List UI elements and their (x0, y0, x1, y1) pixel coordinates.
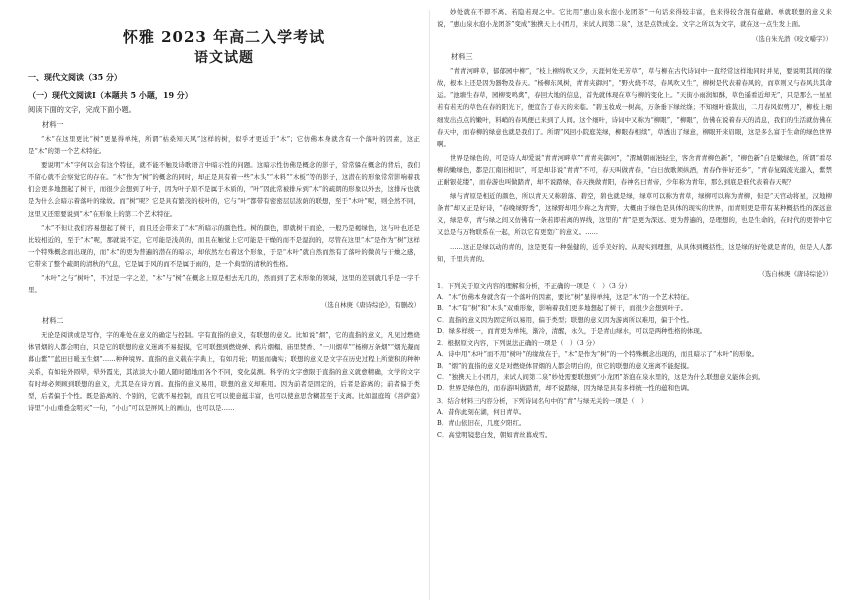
question-stem: 1．下列关于原文内容的理解和分析，不正确的一项是（ ）（3 分） (437, 281, 631, 290)
right-column (437, 0, 832, 608)
instruction: 阅读下面的文字，完成下面小题。 (28, 105, 136, 114)
material2-source: （选自朱光潜《咬文嚼字》） (752, 35, 832, 44)
question-option: C．高堂明镜悲白发，朝如青丝暮成雪。 (437, 430, 552, 439)
material3-paragraph: “青青河畔草，郁郁园中柳”，“枝上柳绵吹又少，天涯何处无芳草”，草与柳在古代诗词中一直经常这样地同时并见，要说明其间的缘故，根本上还是因为器物及春天。“杨柳东风树，青青夹御河”，“野火烧不尽，春风吹又生”，柳树是代表着春风的，而草则又与春风共其命运。“池塘生春草，园柳变鸣禽”，春回大地的信息，首先就体现在草与柳的变化上。“天街小雨润如酥，草色遥看近却无”，只是那么一星星若有若无的草色在春的阳光下，便宣告了春天的来临。“碧玉妆成一树高，万条垂下绿丝绦；不知细叶谁裁出，二月春风似剪刀”，柳枝上细细发出点点的嫩叶，料峭的春风便已来到了人间。这个细叶，诗词中又称为“柳眼”，“柳眼”，仿佛在说着春天的消息，我们的生活就仿佛在春天中，而春柳的绿意也就是我们了。所谓“风回小院庭芜绿，柳眼春相续”，草透出了绿意，柳眼开来眉眼，这是多么富于生命的绿色世界啊。 (437, 67, 832, 148)
question-option: B．青山依旧在，几度夕阳红。 (437, 419, 526, 428)
material3-paragraph: 绿与青原是相近的颜色，所以青天又称碧落、碧空，碧也就是绿，绿草可以称为青草，绿柳可以称为青柳，但是“天官动将星，汉地柳条青”却又正是好诗，“春晚绿野秀”，这绿野却用少称之为青野，大概由于绿色是具体的现实的世界，而青则更是带有某种概括性的深远意义，绿是草，青与绿之间又仿佛有一条若即若离的界线，这里的“青”是更为深远、更为普遍的，是理想的，也是生命的，在时代的更替中它又总是与万物联系在一起，所以它有更宽广的意义。…… (437, 192, 832, 237)
question-option: D．世界是绿色的，而春游叫做踏青，却不说踏绿，因为绿是具有多样统一性的蕴和色调。 (437, 384, 694, 393)
material3-paragraph: 世界是绿色的，可是诗人却爱说“青青河畔草”“青青夹御河”，“渭城朝雨浥轻尘，客舍青青柳色新”，“柳色新”自是嫩绿色，所谓“看尽柳的嫩绿色，都是江南旧相识”，可是却非说“青青”不可，春天叫做青春，“白日放歌须纵酒，青春作伴好还乡”，“青春复隔流光邈入，紫禁正耐银花缕”，而春游也叫做踏青，却不说踏绿，春天换做青阳，春神名曰青帝，少年称为青年，那么到底是谁代表着春天呢？ (437, 153, 832, 187)
question-option: C．“独携天上小团月，来试人间第二泉”妙处需要联想到“小龙团”茶泡在泉水里的，这是为什么联想意义能体会到。 (437, 373, 765, 382)
material2-continued: 妙处就在不即不离、若隐若现之中。它比用“惠山泉水泡小龙团茶”一句话来得较丰富，也来得较含混有蕴藉。单就联想的意义来说，“惠山泉水泡小龙团茶”变成“独携天上小团月，来试人间第二泉”，这是点铁成金。文字之所以为文字，就在这一点生发上面。 (437, 8, 832, 29)
material3-source: （选自林庚《唐诗综论》） (758, 269, 832, 278)
material1-label: 材料一 (42, 120, 64, 129)
column-divider (429, 10, 430, 600)
left-column (28, 0, 420, 608)
question-option: A．诗中用“木叶”而不用“树叶”的缘故在于，“木”是作为“树”的一个特殊概念出现的，而且暗示了“木叶”的形象。 (437, 350, 759, 359)
question-option: B．“木”有“树”和“木头”双重形象，影响着我们更多地想起了树干，而很少会想到叶子。 (437, 304, 688, 313)
subsection-heading: （一）现代文阅读Ⅰ（本题共 5 小题，19 分） (28, 90, 193, 100)
question-option: C．直指的意义因为固定所以易用，偏于类型；联想的意义因为游离所以难用，偏于个性。 (437, 315, 694, 324)
section-heading: 一、现代文阅读（35 分） (28, 72, 122, 82)
material3-paragraph: ……这正是绿以动的青的，这是更有一种强健的，近乎美好的。从现实到理想，从具体到概括性，这是绿的好处就是青的，但是人人都知，千里共青的。 (437, 242, 832, 263)
material1-paragraph: “木”不但让我们容易想起了树干，而且还会带来了“木”所暗示的颜色性。树的颜色，即就树干而论，一般乃是褐绿色，这与叶也还是比较相近的，至于“木”呢，那就说不定，它可能是浅黄的，而且在触觉上它可能是干燥的而不是湿润的，尽管在这里“木”是作为“树”这样一个特殊概念而出现的，而“木”的更为普遍的潜在的暗示，却依然左右着这个形象，于是“木叶”就自然而然有了落叶的微黄与干燥之感，它带来了整个疏朗的清秋的气息，它是属于风的而不是属于雨的，是一个典型的清秋的性格。 (28, 223, 420, 268)
material2-paragraph: 无论是阅读或是写作，字的难处在意义的确定与控制。字有直指的意义，有联想的意义。比如说“烟”，它的直指的意义，凡见过燃烧体冒烟的人都会明白，只是它的联想的意义迷离不易捉摸，它可联想到燃烧弹、鸦片烟榻、庙里焚香、“一川烟草”“杨柳万条烟”“烟光凝而暮山紫”“蓝田日暖玉生烟”……种种境界。直指的意义载在字典上，有如月轮；明显而确实；联想的意义是文字在历史过程上所蒙积的种种关系，有如轮外圆晕，晕外霞光，其浓淡大小随人随时随地而各个不同，变化莫测。科学的文字愈限于直指的意义就愈精确，文学的文字有时却必须顾到联想的意义，尤其是在诗方面。直指的意义易用，联想的意义却难用。因为前者是固定的，后者是游离的；前者偏于类型，后者偏于个性。既是游离的、个别的，它就不易控制，而且它可以使意蕴丰富，也可以使意思含糊甚至于支离。比如温庭筠《菩萨蛮》诗里“小山重叠金明灭”一句，“小山”可以是屏风上的画山，也可以是…… (28, 331, 420, 412)
material1-paragraph: “木”在这里更比“树”更显得单纯，所谓“枯桑知天风”这样的树，似乎才更近于“木”；它仿佛本身就含有一个落叶的因素，这正是“木”的第一个艺术特征。 (28, 135, 420, 156)
question-list (437, 281, 832, 441)
exam-subtitle: 语文试题 (194, 50, 254, 66)
material1-source: （选自林庚《唐诗综论》，有删改） (320, 301, 420, 310)
material2-label: 材料二 (42, 316, 64, 326)
question-option: B．“烟”的直指的意义是对燃烧体冒烟的人都会明白的，但它的联想的意义迷离不能捉摸。 (437, 361, 694, 370)
question-option: D．绿多样统一，而青更为单纯，渐冷，清醒，永久，于是青山绿水，可以是两种性格的体现。 (437, 326, 707, 335)
exam-title: 怀雅 2023 年高二入学考试 (122, 28, 326, 46)
question-option: A．“木”仿佛本身就含有一个落叶的因素，要比“树”显得单纯，这是“木”的一个艺术特征。 (437, 292, 694, 301)
material1-paragraph: 要说明“木”字何以会有这个特征，就不能不触及诗歌语言中暗示性的问题。这暗示性仿佛是概念的影子，常常躲在概念的背后，我们不留心就不会察觉它的存在。“木”作为“树”的概念的同时，却正是具有着一些“木头”“木料”“木板”等的影子，这潜在的形象常常影响着我们会更多地想起了树干，而很少会想到了叶子，因为叶子原不是属于木质的，“叶”因此常被排斥到“木”的疏朗的形象以外去，这排斥也就是为什么会暗示着落叶的缘故。而“树”呢？它是具有繁茂的枝叶的，它与“叶”都带有密密层层浓荫的联想，至于“木叶”呢，则全然不同，这里又还需要说到“木”在形象上的第二个艺术特征。 (28, 161, 420, 218)
question-option: A．昔你此刻在湖，何日青草。 (437, 407, 526, 416)
question-stem: 3．结合材料三内容分析，下列诗词名句中的“青”与绿无关的一项是（ ） (437, 396, 648, 405)
material1-paragraph: “木叶”之与“树叶”，不过是一字之差，“木”与“树”在概念上原是相去无几的，然而到了艺术形象的领域，这里的差别就几乎是一字千里。 (28, 274, 420, 295)
material3-label: 材料三 (451, 52, 473, 62)
question-stem: 2．根据原文内容，下列说法正确的一项是（ ）（3 分） (437, 339, 599, 348)
